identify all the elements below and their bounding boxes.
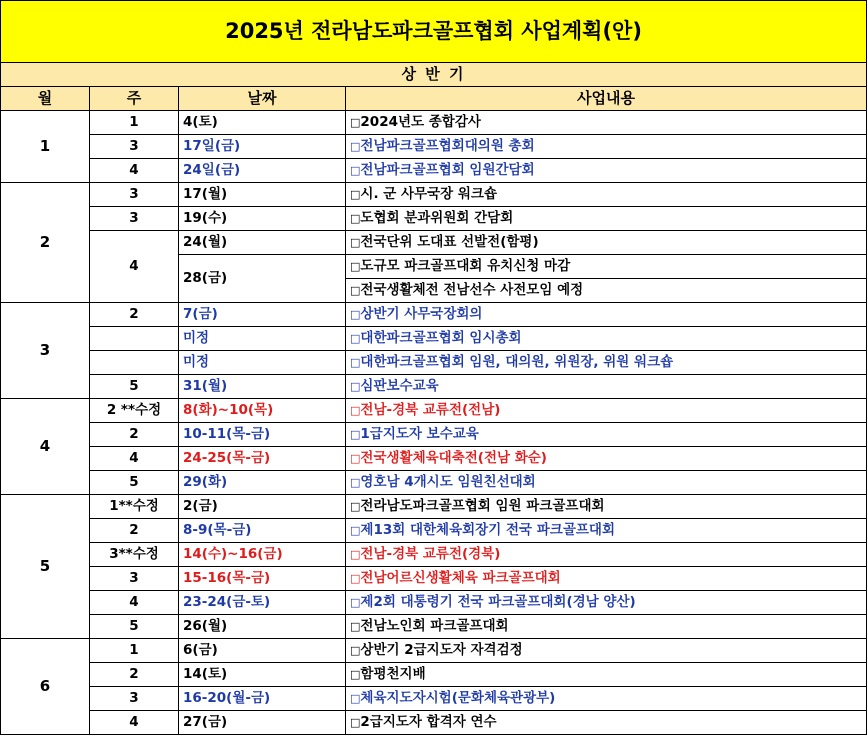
date-cell: 31(월) xyxy=(179,375,346,399)
checkbox-icon: □ xyxy=(350,163,361,177)
week-cell: 1**수정 xyxy=(90,495,179,519)
content-text: 상반기 사무국장회의 xyxy=(360,305,483,322)
month-cell: 6 xyxy=(1,639,90,735)
week-cell: 3 xyxy=(90,687,179,711)
month-cell: 5 xyxy=(1,495,90,639)
checkbox-icon: □ xyxy=(350,451,361,465)
week-cell: 5 xyxy=(90,471,179,495)
section-row xyxy=(1,63,867,87)
week-cell: 2 xyxy=(90,663,179,687)
content-cell xyxy=(346,255,867,279)
checkbox-icon: □ xyxy=(350,547,361,561)
content-cell xyxy=(346,231,867,255)
table-row xyxy=(1,303,867,327)
content-text: 전남-경북 교류전(경북) xyxy=(360,545,501,562)
content-cell xyxy=(346,159,867,183)
content-cell xyxy=(346,447,867,471)
checkbox-icon: □ xyxy=(350,715,361,729)
content-text: 2024년도 종합감사 xyxy=(360,113,481,130)
table-row xyxy=(1,591,867,615)
date-cell: 19(수) xyxy=(179,207,346,231)
checkbox-icon: □ xyxy=(350,475,361,489)
week-cell xyxy=(90,351,179,375)
content-text: 제2회 대통령기 전국 파크골프대회(경남 양산) xyxy=(360,593,636,610)
date-cell: 14(토) xyxy=(179,663,346,687)
content-text: 제13회 대한체육회장기 전국 파크골프대회 xyxy=(360,521,615,538)
date-cell: 16-20(월-금) xyxy=(179,687,346,711)
content-cell xyxy=(346,183,867,207)
month-cell: 1 xyxy=(1,111,90,183)
date-cell: 2(금) xyxy=(179,495,346,519)
week-cell: 3**수정 xyxy=(90,543,179,567)
checkbox-icon: □ xyxy=(350,331,361,345)
content-cell xyxy=(346,111,867,135)
content-text: 전라남도파크골프협회 임원 파크골프대회 xyxy=(360,497,605,514)
date-cell: 24-25(목-금) xyxy=(179,447,346,471)
checkbox-icon: □ xyxy=(350,259,361,273)
week-cell: 1 xyxy=(90,639,179,663)
table-row xyxy=(1,519,867,543)
table-row xyxy=(1,447,867,471)
header-content: 사업내용 xyxy=(346,87,867,111)
content-cell xyxy=(346,615,867,639)
content-text: 체육지도자시험(문화체육관광부) xyxy=(360,689,556,706)
date-cell: 10-11(목-금) xyxy=(179,423,346,447)
content-text: 1급지도자 보수교육 xyxy=(360,425,479,442)
content-cell xyxy=(346,519,867,543)
table-row xyxy=(1,231,867,255)
content-cell xyxy=(346,687,867,711)
table-row xyxy=(1,351,867,375)
week-cell: 3 xyxy=(90,183,179,207)
content-cell xyxy=(346,471,867,495)
checkbox-icon: □ xyxy=(350,571,361,585)
content-text: 전국생활체육대축전(전남 화순) xyxy=(360,449,547,466)
plan-table-body xyxy=(1,1,867,735)
checkbox-icon: □ xyxy=(350,619,361,633)
checkbox-icon: □ xyxy=(350,139,361,153)
month-cell: 4 xyxy=(1,399,90,495)
header-week: 주 xyxy=(90,87,179,111)
date-cell: 미정 xyxy=(179,327,346,351)
date-cell: 4(토) xyxy=(179,111,346,135)
week-cell: 5 xyxy=(90,375,179,399)
content-text: 2급지도자 합격자 연수 xyxy=(360,713,497,730)
week-cell: 4 xyxy=(90,231,179,303)
date-cell: 29(화) xyxy=(179,471,346,495)
content-cell xyxy=(346,303,867,327)
checkbox-icon: □ xyxy=(350,379,361,393)
date-cell: 27(금) xyxy=(179,711,346,735)
table-row xyxy=(1,159,867,183)
week-cell: 4 xyxy=(90,447,179,471)
date-cell: 14(수)~16(금) xyxy=(179,543,346,567)
date-cell: 7(금) xyxy=(179,303,346,327)
content-text: 시. 군 사무국장 워크숍 xyxy=(360,185,498,202)
week-cell xyxy=(90,327,179,351)
week-cell: 2 xyxy=(90,423,179,447)
table-row xyxy=(1,567,867,591)
week-cell: 2 xyxy=(90,519,179,543)
week-cell: 3 xyxy=(90,207,179,231)
week-cell: 3 xyxy=(90,135,179,159)
table-row xyxy=(1,111,867,135)
table-row xyxy=(1,543,867,567)
checkbox-icon: □ xyxy=(350,427,361,441)
week-cell: 4 xyxy=(90,591,179,615)
checkbox-icon: □ xyxy=(350,187,361,201)
checkbox-icon: □ xyxy=(350,691,361,705)
table-row xyxy=(1,615,867,639)
content-cell xyxy=(346,639,867,663)
content-text: 전남파크골프협회대의원 총회 xyxy=(360,137,535,154)
content-text: 대한파크골프협회 임시총회 xyxy=(360,329,522,346)
table-row xyxy=(1,711,867,735)
content-text: 전남노인회 파크골프대회 xyxy=(360,617,509,634)
checkbox-icon: □ xyxy=(350,523,361,537)
header-month: 월 xyxy=(1,87,90,111)
content-text: 심판보수교육 xyxy=(360,377,439,394)
content-cell xyxy=(346,207,867,231)
checkbox-icon: □ xyxy=(350,283,361,297)
checkbox-icon: □ xyxy=(350,235,361,249)
content-cell xyxy=(346,399,867,423)
week-cell: 2 xyxy=(90,303,179,327)
content-cell xyxy=(346,279,867,303)
table-row xyxy=(1,639,867,663)
date-cell: 26(월) xyxy=(179,615,346,639)
table-row xyxy=(1,183,867,207)
month-cell: 2 xyxy=(1,183,90,303)
table-row xyxy=(1,687,867,711)
week-cell: 1 xyxy=(90,111,179,135)
table-row xyxy=(1,495,867,519)
date-cell: 17(월) xyxy=(179,183,346,207)
content-text: 도규모 파크골프대회 유치신청 마감 xyxy=(360,257,571,274)
date-cell: 15-16(목-금) xyxy=(179,567,346,591)
content-cell xyxy=(346,567,867,591)
week-cell: 4 xyxy=(90,711,179,735)
date-cell: 6(금) xyxy=(179,639,346,663)
content-cell xyxy=(346,327,867,351)
content-cell xyxy=(346,375,867,399)
date-cell: 23-24(금-토) xyxy=(179,591,346,615)
content-text: 함평천지배 xyxy=(360,665,426,682)
content-cell xyxy=(346,423,867,447)
section-label: 상 반 기 xyxy=(1,63,867,87)
table-row xyxy=(1,207,867,231)
checkbox-icon: □ xyxy=(350,643,361,657)
content-cell xyxy=(346,351,867,375)
content-cell xyxy=(346,591,867,615)
table-row xyxy=(1,471,867,495)
content-text: 영호남 4개시도 임원친선대회 xyxy=(360,473,536,490)
content-text: 대한파크골프협회 임원, 대의원, 위원장, 위원 워크숍 xyxy=(360,353,674,370)
checkbox-icon: □ xyxy=(350,211,361,225)
table-row xyxy=(1,135,867,159)
content-text: 도협회 분과위원회 간담회 xyxy=(360,209,514,226)
table-row xyxy=(1,399,867,423)
date-cell: 8-9(목-금) xyxy=(179,519,346,543)
header-date: 날짜 xyxy=(179,87,346,111)
week-cell: 4 xyxy=(90,159,179,183)
checkbox-icon: □ xyxy=(350,355,361,369)
content-text: 전국생활체전 전남선수 사전모임 예정 xyxy=(360,281,584,298)
content-cell xyxy=(346,711,867,735)
title-row xyxy=(1,1,867,63)
date-cell: 17일(금) xyxy=(179,135,346,159)
checkbox-icon: □ xyxy=(350,403,361,417)
week-cell: 5 xyxy=(90,615,179,639)
checkbox-icon: □ xyxy=(350,667,361,681)
checkbox-icon: □ xyxy=(350,307,361,321)
page-title: 2025년 전라남도파크골프협회 사업계획(안) xyxy=(1,1,867,63)
table-row xyxy=(1,423,867,447)
content-text: 전남-경북 교류전(전남) xyxy=(360,401,501,418)
content-text: 상반기 2급지도자 자격검정 xyxy=(360,641,523,658)
week-cell: 2 **수정 xyxy=(90,399,179,423)
table-row xyxy=(1,327,867,351)
checkbox-icon: □ xyxy=(350,499,361,513)
week-cell: 3 xyxy=(90,567,179,591)
content-cell xyxy=(346,663,867,687)
date-cell: 24일(금) xyxy=(179,159,346,183)
checkbox-icon: □ xyxy=(350,115,361,129)
table-row xyxy=(1,663,867,687)
checkbox-icon: □ xyxy=(350,595,361,609)
header-row xyxy=(1,87,867,111)
month-cell: 3 xyxy=(1,303,90,399)
date-cell: 미정 xyxy=(179,351,346,375)
content-text: 전남파크골프협회 임원간담회 xyxy=(360,161,535,178)
content-cell xyxy=(346,135,867,159)
content-text: 전국단위 도대표 선발전(함평) xyxy=(360,233,539,250)
table-row xyxy=(1,375,867,399)
date-cell: 8(화)~10(목) xyxy=(179,399,346,423)
content-cell xyxy=(346,543,867,567)
date-cell: 28(금) xyxy=(179,255,346,303)
date-cell: 24(월) xyxy=(179,231,346,255)
content-cell xyxy=(346,495,867,519)
content-text: 전남어르신생활체육 파크골프대회 xyxy=(360,569,561,586)
